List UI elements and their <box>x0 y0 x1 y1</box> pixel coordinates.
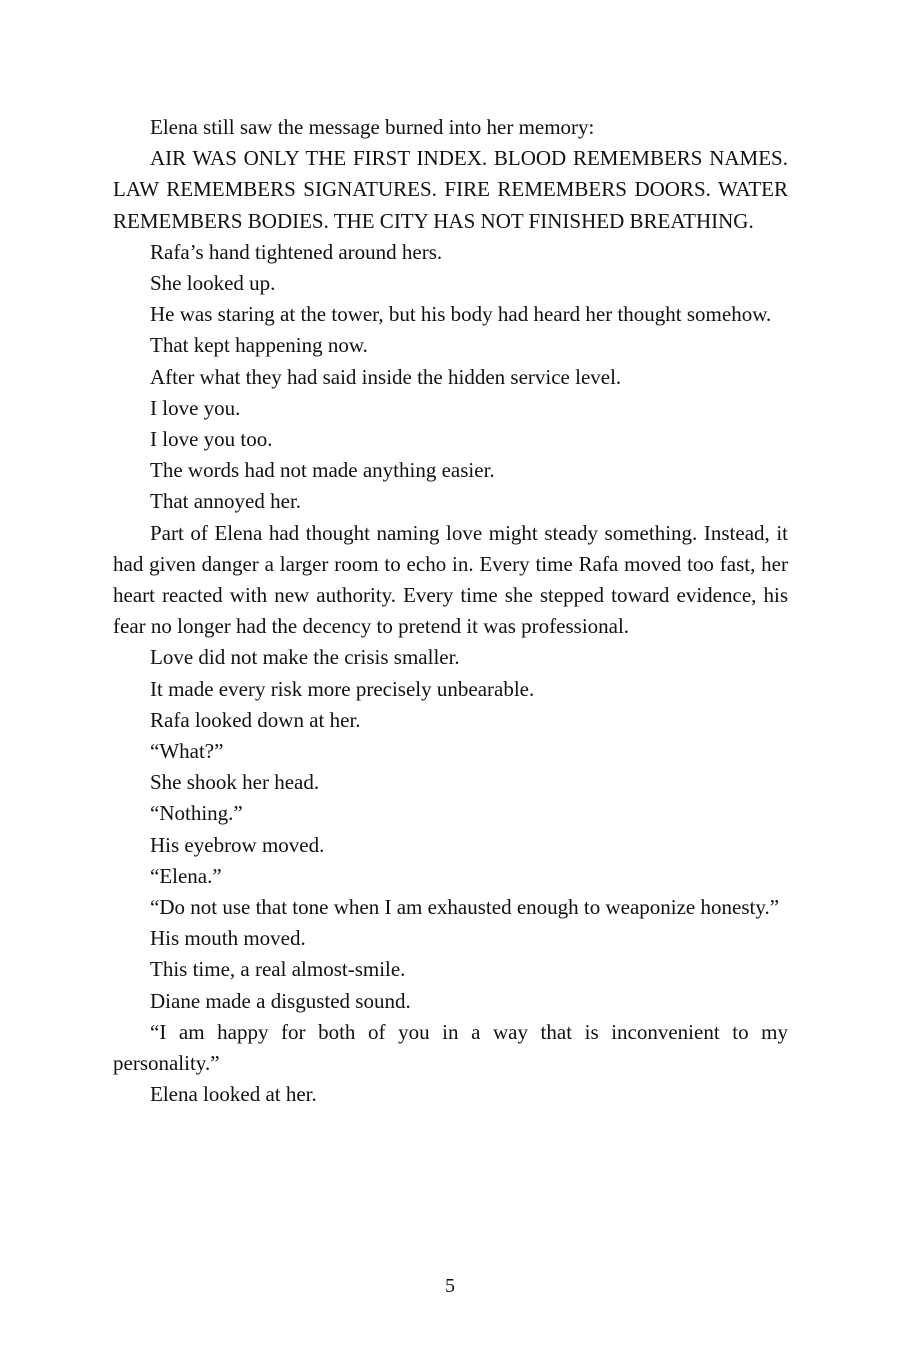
body-text <box>113 112 788 1111</box>
paragraph: “Do not use that tone when I am exhausted enough to weaponize honesty.” <box>150 895 780 920</box>
paragraph: “What?” <box>150 739 224 764</box>
paragraph: That kept happening now. <box>150 333 368 358</box>
page-number: 5 <box>445 1275 455 1297</box>
paragraph: His eyebrow moved. <box>150 832 325 857</box>
paragraph: Rafa’s hand tightened around hers. <box>150 239 443 264</box>
paragraph: “Elena.” <box>150 863 222 888</box>
paragraph: I love you. <box>150 395 241 420</box>
paragraph: She shook her head. <box>150 770 320 795</box>
paragraph: The words had not made anything easier. <box>150 458 495 483</box>
paragraph: Part of Elena had thought naming love might steady something. Instead, it had given danger a larger room to echo in. Every time Rafa moved too fast, her heart reacted with new authority. Every time she stepped toward evidence, his fear no longer had the decency to pretend it was professional. <box>113 520 788 639</box>
paragraph: Love did not make the crisis smaller. <box>150 645 460 670</box>
paragraph: AIR WAS ONLY THE FIRST INDEX. BLOOD REMEMBERS NAMES. LAW REMEMBERS SIGNATURES. FIRE REMEMBERS DOORS. WATER REMEMBERS BODIES. THE CITY HAS NOT FINISHED BREATHING. <box>113 146 788 233</box>
paragraph: Elena looked at her. <box>150 1082 317 1107</box>
paragraph: It made every risk more precisely unbearable. <box>150 676 535 701</box>
paragraph: “Nothing.” <box>150 801 243 826</box>
paragraph: I love you too. <box>150 427 273 452</box>
paragraph: His mouth moved. <box>150 926 306 951</box>
paragraph: That annoyed her. <box>150 489 302 514</box>
paragraph: After what they had said inside the hidden service level. <box>150 364 622 389</box>
paragraph: This time, a real almost-smile. <box>150 957 406 982</box>
paragraph: Elena still saw the message burned into her memory: <box>150 115 595 139</box>
paragraph: “I am happy for both of you in a way that is inconvenient to my personality.” <box>113 1019 788 1076</box>
paragraph: He was staring at the tower, but his body had heard her thought somehow. <box>150 302 772 327</box>
paragraph: Diane made a disgusted sound. <box>150 988 411 1013</box>
paragraph: Rafa looked down at her. <box>150 707 361 732</box>
paragraph: She looked up. <box>150 271 276 296</box>
